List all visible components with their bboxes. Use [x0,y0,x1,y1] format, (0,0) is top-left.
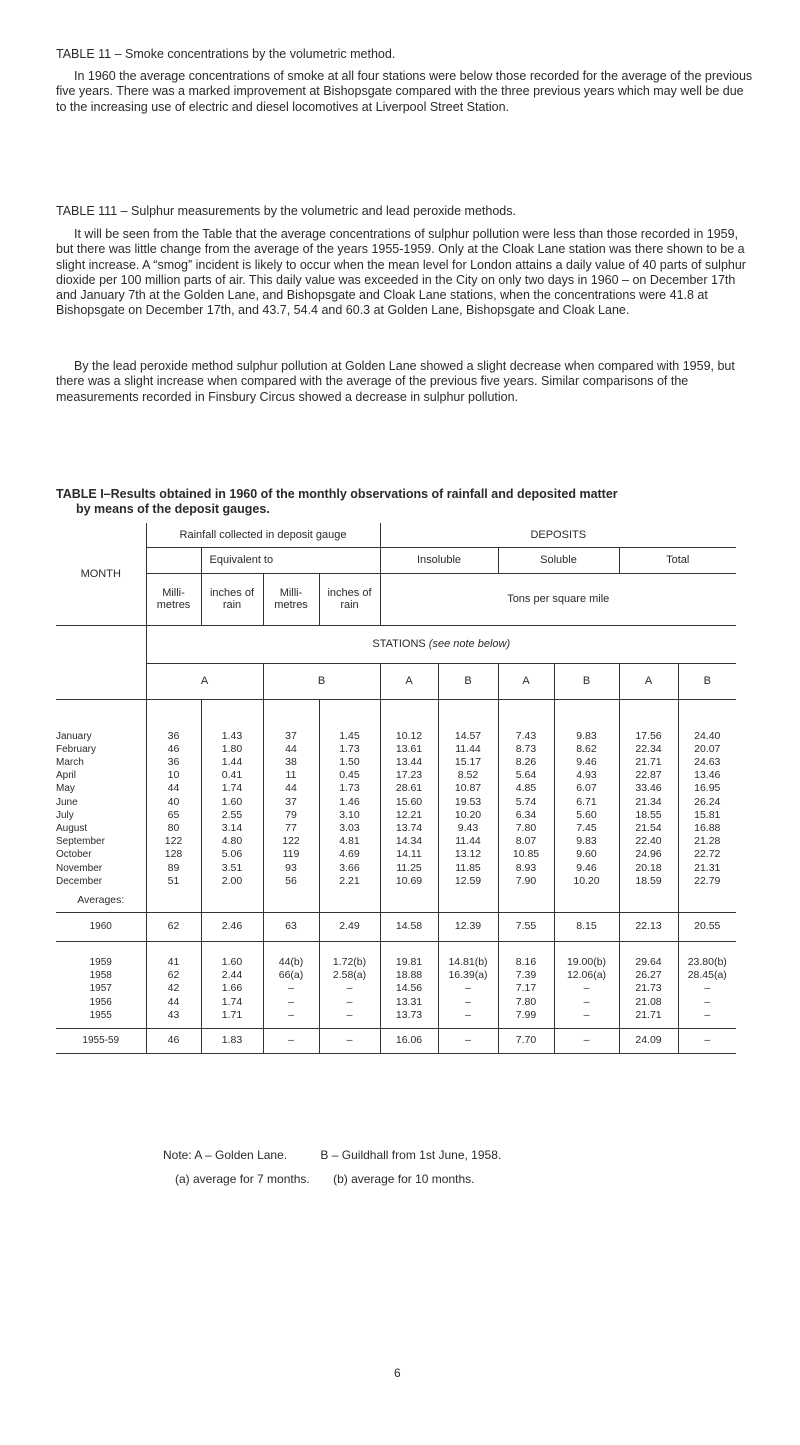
table-cell: 22.34 [619,743,678,756]
table-cell: 1.74 [201,996,263,1009]
station-b-header: B [678,663,736,699]
table-cell: 63 [263,912,319,941]
previous-year-row [56,956,736,969]
inches-header-b: inches of rain [319,573,380,625]
table-cell: 33.46 [619,782,678,795]
table-cell: 2.46 [201,912,263,941]
table-cell: 1.50 [319,756,380,769]
table-cell: 62 [146,969,201,982]
table-cell: 36 [146,756,201,769]
table-cell: 7.70 [498,1028,554,1053]
table-cell: 7.80 [498,822,554,835]
table-cell: 21.71 [619,756,678,769]
table-cell: 12.06(a) [554,969,619,982]
table-cell: 13.61 [380,743,438,756]
table-cell: 21.31 [678,862,736,875]
table-cell: 1.73 [319,743,380,756]
stations-label: STATIONS [372,638,426,650]
row-label: July [56,809,74,821]
row-label: 1956 [89,996,112,1008]
row-label: October [56,849,92,861]
table-cell: 22.13 [619,912,678,941]
table-cell: 51 [146,875,201,888]
table-cell: 46 [146,1028,201,1053]
table-cell: 77 [263,822,319,835]
table-cell: 44 [146,782,201,795]
stations-header [146,625,736,663]
table-cell: 29.64 [619,956,678,969]
table-cell: 9.83 [554,835,619,848]
table-cell: 16.88 [678,822,736,835]
table-cell: 16.06 [380,1028,438,1053]
table-cell: 7.90 [498,875,554,888]
table-cell: 6.71 [554,796,619,809]
table-cell: – [438,996,498,1009]
table-cell: – [263,996,319,1009]
table-cell: 10.69 [380,875,438,888]
row-label: 1958 [89,970,112,982]
table-cell: 7.17 [498,982,554,995]
table-cell: 13.46 [678,769,736,782]
table-cell: 17.23 [380,769,438,782]
table1-title-line1: TABLE I–Results obtained in 1960 of the monthly observations of rainfall and deposited matter [56,487,618,501]
millimetres-header-a: Milli- metres [146,573,201,625]
table-cell: 1.60 [201,956,263,969]
table-cell: 122 [146,835,201,848]
tons-header: Tons per square mile [380,573,736,625]
table-cell: 3.66 [319,862,380,875]
table-cell: 19.53 [438,796,498,809]
table-cell: 13.73 [380,1009,438,1022]
table-cell: 24.63 [678,756,736,769]
table-cell: 15.17 [438,756,498,769]
table-cell: 11.85 [438,862,498,875]
millimetres-header-b: Milli- metres [263,573,319,625]
table-cell: 6.34 [498,809,554,822]
table-cell: 89 [146,862,201,875]
blank-cell [56,663,146,699]
row-label: 1957 [89,983,112,995]
table-cell: – [438,1009,498,1022]
table-cell: 9.46 [554,756,619,769]
table-cell: – [678,1028,736,1053]
table-cell: 3.51 [201,862,263,875]
previous-year-row [56,996,736,1009]
table-cell: 41 [146,956,201,969]
table2-paragraph: In 1960 the average concentrations of smoke at all four stations were below those recorded for the average of the previous five years. There was a marked improvement at Bishopsgate compared with the three previous years which may well be due to the increasing use of electric and diesel locomotives at Liverpool Street Station. [56,69,753,114]
table-cell: 2.55 [201,809,263,822]
table-cell: – [319,982,380,995]
row-label: 1959 [89,956,112,968]
table-cell: 9.43 [438,822,498,835]
table-cell: 11 [263,769,319,782]
row-label: May [56,783,75,795]
table-cell: 10.20 [438,809,498,822]
table-cell: 56 [263,875,319,888]
station-a-header: A [619,663,678,699]
table-cell: 23.80(b) [678,956,736,969]
table-cell: 1.80 [201,743,263,756]
table-cell: 1.72(b) [319,956,380,969]
table-cell: 5.74 [498,796,554,809]
table-cell: 18.59 [619,875,678,888]
table-cell: 1.66 [201,982,263,995]
table-cell: 7.55 [498,912,554,941]
table3-paragraph-1: It will be seen from the Table that the average concentrations of sulphur pollution were less than those recorded in 1959, but there was little change from the average of the years 1955-1959. Only at the Cloak Lane station was there shown to be a slight increase. A “smog” incident is likely to occur when the mean level for London attains a daily value of 40 parts of sulphur dioxide per 100 million parts of air. This daily value was exceeded in the City on only two days in 1960 – on December 17th and January 7th at the Golden Lane, and Bishopsgate and Cloak Lane stations, when the concentrations were 41.8 at Bishopsgate on December 17th, and 43.7, 54.4 and 60.3 at Golden Lane, Bishopsgate and Cloak Lane. [56,227,746,318]
table-cell: 17.56 [619,730,678,743]
table-cell: 10.87 [438,782,498,795]
total-header: Total [619,547,736,573]
stations-note: (see note below) [428,638,511,650]
table-cell: 16.39(a) [438,969,498,982]
table-note-1: Note: A – Golden Lane. B – Guildhall from 1st June, 1958. [163,1148,502,1162]
table-cell: 11.25 [380,862,438,875]
table-cell: 14.81(b) [438,956,498,969]
table-cell: 128 [146,848,201,861]
table-cell: 8.16 [498,956,554,969]
table-cell: – [438,982,498,995]
table-cell: 80 [146,822,201,835]
table-cell: 24.09 [619,1028,678,1053]
table-cell: 14.34 [380,835,438,848]
table-cell: 1.83 [201,1028,263,1053]
table-cell: 5.64 [498,769,554,782]
table-cell: 13.74 [380,822,438,835]
table-cell: 8.52 [438,769,498,782]
table-cell: 12.39 [438,912,498,941]
table-cell: 20.18 [619,862,678,875]
month-header: MONTH [56,523,146,625]
table-cell: – [319,1028,380,1053]
table-cell: 22.87 [619,769,678,782]
table-cell: 62 [146,912,201,941]
table-cell: 14.56 [380,982,438,995]
page-number: 6 [394,1366,401,1380]
table1-title [56,487,756,517]
station-a-header: A [380,663,438,699]
table-cell: 19.00(b) [554,956,619,969]
soluble-header: Soluble [498,547,619,573]
table-cell: 14.58 [380,912,438,941]
table-cell: 24.40 [678,730,736,743]
table-cell: 1.46 [319,796,380,809]
table-cell: 42 [146,982,201,995]
table-cell: 3.03 [319,822,380,835]
table-cell: 93 [263,862,319,875]
table-cell: 3.14 [201,822,263,835]
table-cell: 4.93 [554,769,619,782]
station-b-header: B [554,663,619,699]
table-cell: 22.40 [619,835,678,848]
table-cell: 22.79 [678,875,736,888]
table-cell: 44 [146,996,201,1009]
table-cell: 2.58(a) [319,969,380,982]
month-row [56,743,736,756]
table-cell: 21.71 [619,1009,678,1022]
table-cell: 1.73 [319,782,380,795]
table-cell: 8.26 [498,756,554,769]
row-label: 1955-59 [56,1028,146,1053]
table-cell: 1.45 [319,730,380,743]
month-rows [56,730,736,888]
station-b-header: B [438,663,498,699]
station-a-header: A [498,663,554,699]
table-cell: 14.11 [380,848,438,861]
table-cell: 9.60 [554,848,619,861]
month-row [56,782,736,795]
table-cell: 7.45 [554,822,619,835]
table-cell: 11.44 [438,743,498,756]
table-cell: 16.95 [678,782,736,795]
table-cell: 12.21 [380,809,438,822]
blank-cell [146,547,201,573]
table3-heading: TABLE 111 – Sulphur measurements by the volumetric and lead peroxide methods. [56,204,516,218]
table-cell: 21.28 [678,835,736,848]
table-cell: 20.07 [678,743,736,756]
row-label: September [56,836,105,848]
table-cell: 4.80 [201,835,263,848]
month-row [56,875,736,888]
equivalent-header: Equivalent to [201,547,380,573]
row-label: June [56,796,78,808]
table1-title-line2: by means of the deposit gauges. [76,502,270,516]
insoluble-header: Insoluble [380,547,498,573]
table-cell: – [678,996,736,1009]
table-cell: 24.96 [619,848,678,861]
table-cell: 28.45(a) [678,969,736,982]
table-cell: 13.44 [380,756,438,769]
month-row [56,835,736,848]
table-cell: – [554,1028,619,1053]
row-label: January [56,730,92,742]
table-cell: 4.85 [498,782,554,795]
rainfall-header: Rainfall collected in deposit gauge [146,523,380,547]
month-row [56,848,736,861]
table-cell: 7.99 [498,1009,554,1022]
table-cell: 21.73 [619,982,678,995]
table-cell: 21.34 [619,796,678,809]
table-cell: 10 [146,769,201,782]
table-cell: 1.60 [201,796,263,809]
average-1960-row [56,912,736,941]
row-label: August [56,822,88,834]
month-row [56,756,736,769]
table-cell: 2.21 [319,875,380,888]
table-cell: 122 [263,835,319,848]
table-cell: 44 [263,782,319,795]
table-cell: 3.10 [319,809,380,822]
row-label: March [56,756,84,768]
table-cell: 20.55 [678,912,736,941]
table-cell: 66(a) [263,969,319,982]
table-cell: 15.81 [678,809,736,822]
table-cell: – [554,982,619,995]
table-cell: 8.07 [498,835,554,848]
table-cell: 9.46 [554,862,619,875]
table-cell: – [319,1009,380,1022]
table-cell: 2.49 [319,912,380,941]
table-cell: 38 [263,756,319,769]
station-a-header: A [146,663,263,699]
table-cell: 6.07 [554,782,619,795]
table-cell: 44(b) [263,956,319,969]
table-cell: 0.41 [201,769,263,782]
month-row [56,822,736,835]
previous-years-rows [56,956,736,1029]
row-label: April [56,770,77,782]
table-cell: – [263,1009,319,1022]
table-cell: 8.15 [554,912,619,941]
month-row [56,730,736,743]
table-cell: 18.88 [380,969,438,982]
table-cell: – [678,1009,736,1022]
previous-year-row [56,969,736,982]
table-cell: 10.12 [380,730,438,743]
table3-paragraph-2: By the lead peroxide method sulphur pollution at Golden Lane showed a slight decrease when compared with 1959, but there was a slight increase when compared with the average of the previous five years. Similar comparisons of the measurements recorded in Finsbury Circus showed a decrease in sulphur pollution. [56,359,735,404]
table-cell: – [678,982,736,995]
table-cell: 79 [263,809,319,822]
table-cell: 4.69 [319,848,380,861]
table-cell: 5.60 [554,809,619,822]
table-cell: 1.74 [201,782,263,795]
table-cell: 21.54 [619,822,678,835]
avg-1955-59-row [56,1028,736,1053]
table-cell: 18.55 [619,809,678,822]
month-row [56,862,736,875]
table-cell: 37 [263,730,319,743]
averages-label: Averages: [77,893,125,906]
table-cell: 7.80 [498,996,554,1009]
row-label: 1960 [56,912,146,941]
month-row [56,796,736,809]
deposits-header: DEPOSITS [380,523,736,547]
table-cell: 119 [263,848,319,861]
row-label: February [56,743,97,755]
table-cell: 46 [146,743,201,756]
previous-year-row [56,1009,736,1022]
table-cell: – [554,1009,619,1022]
table-cell: 8.73 [498,743,554,756]
rainfall-deposit-table [56,523,736,1054]
avg-1960-row [56,912,736,956]
table-cell: 40 [146,796,201,809]
table-cell: 10.85 [498,848,554,861]
table-cell: 8.93 [498,862,554,875]
table-cell: 1.71 [201,1009,263,1022]
table-cell: 26.24 [678,796,736,809]
previous-year-row [56,982,736,995]
table-cell: 43 [146,1009,201,1022]
table-cell: – [554,996,619,1009]
table-cell: 37 [263,796,319,809]
table-cell: 11.44 [438,835,498,848]
table-cell: 21.08 [619,996,678,1009]
table-cell: 22.72 [678,848,736,861]
table-cell: 2.44 [201,969,263,982]
table-cell: – [263,1028,319,1053]
table-cell: 28.61 [380,782,438,795]
table-cell: 10.20 [554,875,619,888]
table2-heading: TABLE 11 – Smoke concentrations by the volumetric method. [56,47,396,61]
table-cell: 15.60 [380,796,438,809]
table-cell: 44 [263,743,319,756]
inches-header-a: inches of rain [201,573,263,625]
table-cell: 0.45 [319,769,380,782]
month-row [56,809,736,822]
table-cell: 7.39 [498,969,554,982]
row-label: 1955 [89,1009,112,1021]
table-cell: 19.81 [380,956,438,969]
blank-cell [56,625,146,663]
table-cell: 14.57 [438,730,498,743]
row-label: December [56,875,103,887]
table-cell: 4.81 [319,835,380,848]
month-row [56,769,736,782]
table-cell: 5.06 [201,848,263,861]
row-label: November [56,862,103,874]
table-cell: 1.44 [201,756,263,769]
table-cell: 7.43 [498,730,554,743]
average-1955-59-row [56,1028,736,1053]
table-cell: 13.31 [380,996,438,1009]
table-cell: 8.62 [554,743,619,756]
table-note-2: (a) average for 7 months. (b) average for 10 months. [175,1172,475,1186]
table-cell: 1.43 [201,730,263,743]
table-cell: – [319,996,380,1009]
table-cell: 26.27 [619,969,678,982]
table-cell: 13.12 [438,848,498,861]
table-cell: 2.00 [201,875,263,888]
table-cell: 12.59 [438,875,498,888]
table-cell: 36 [146,730,201,743]
table-cell: 9.83 [554,730,619,743]
table-cell: 65 [146,809,201,822]
table-cell: – [438,1028,498,1053]
station-b-header: B [263,663,380,699]
table-cell: – [263,982,319,995]
